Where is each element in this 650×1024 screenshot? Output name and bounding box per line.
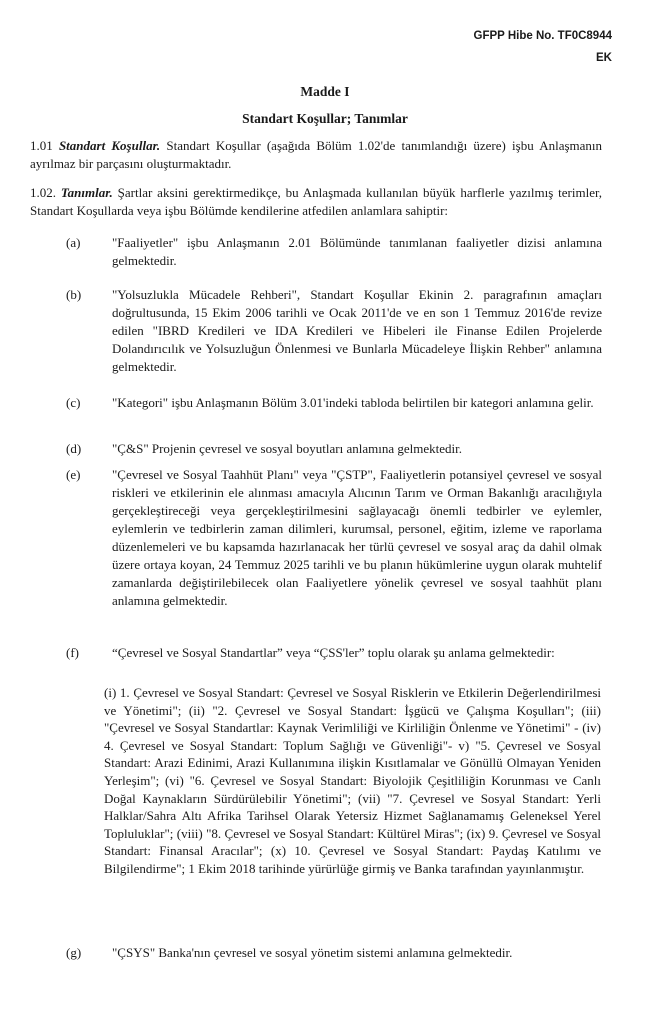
definition-item bbox=[66, 440, 602, 458]
grant-number: GFPP Hibe No. TF0C8944 bbox=[473, 30, 612, 42]
definition-item bbox=[66, 944, 602, 962]
definition-label: (f) bbox=[66, 645, 79, 660]
definition-label: (e) bbox=[66, 467, 81, 482]
definition-label: (g) bbox=[66, 945, 82, 960]
definition-item bbox=[66, 234, 602, 270]
definition-item bbox=[66, 466, 602, 610]
definition-text: "Faaliyetler" işbu Anlaşmanın 2.01 Bölümünde tanımlanan faaliyetler dizisi anlamına gelmektedir. bbox=[112, 235, 602, 268]
definition-item bbox=[66, 394, 602, 412]
definition-text: "Çevresel ve Sosyal Taahhüt Planı" veya "ÇSTP", Faaliyetlerin potansiyel çevresel ve sosyal riskleri ve etkilerinin ele alınması amacıyla Alıcının Tarım ve Orman Bakanlığı aracılığıyla gerçekleştireceği veya gerçekleştirilmesini sağlayacağı önemli tedbirler ve eylemler, eylemlerin ve tedbirlerin zaman dilimleri, kurumsal, personel, eğitim, izleme ve raporlama düzenlemeleri ve bu kapsamda hazırlanacak her türlü çevresel ve sosyal araç da dahil olmak üzere ortaya koyan, 24 Temmuz 2025 tarihli ve bu planın hükümlerine uygun olarak muhtelif zamanlarda değiştirilebilecek olan Faaliyetlere yönelik çevresel ve sosyal taahhüt planı anlamına gelmektedir. bbox=[112, 467, 602, 608]
definition-label: (a) bbox=[66, 235, 81, 250]
definition-label: (c) bbox=[66, 395, 81, 410]
section-lead: Standart Koşullar. bbox=[58, 138, 161, 153]
definition-label: (b) bbox=[66, 287, 82, 302]
definition-label: (d) bbox=[66, 441, 82, 456]
definition-text: "Yolsuzlukla Mücadele Rehberi", Standart Koşullar Ekinin 2. paragrafının amaçları doğrultusunda, 15 Ekim 2006 tarihli ve Ocak 2011'de ve en son 1 Temmuz 2016'de revize edilen "IBRD Kredileri ve IDA Kredileri ve Hibeleri ile Finanse Edilen Projelerde Dolandırıcılık ve Yolsuzluğun Önlenmesi ve Bunlarla Mücadeleye İlişkin Rehber" anlamına gelmektedir. bbox=[112, 287, 602, 374]
definition-item bbox=[66, 644, 602, 662]
article-title: Madde I bbox=[300, 84, 350, 99]
definition-item bbox=[66, 286, 602, 376]
article-subtitle: Standart Koşullar; Tanımlar bbox=[242, 111, 408, 126]
definition-text: "Kategori" işbu Anlaşmanın Bölüm 3.01'indeki tabloda belirtilen bir kategori anlamına gelir. bbox=[112, 395, 594, 410]
section-number: 1.02. bbox=[30, 185, 56, 200]
section-text: Standart Koşullar (aşağıda Bölüm 1.02'de tanımlandığı üzere) işbu Anlaşmanın ayrılmaz bir parçasını oluşturmaktadır. bbox=[30, 138, 603, 171]
definition-text: “Çevresel ve Sosyal Standartlar” veya “ÇSS'ler” toplu olarak şu anlama gelmektedir: bbox=[112, 645, 555, 660]
section-number: 1.01 bbox=[30, 138, 53, 153]
section-lead: Tanımlar. bbox=[60, 185, 113, 200]
section-1-02 bbox=[30, 184, 602, 220]
annex-label: EK bbox=[596, 52, 612, 64]
section-1-01 bbox=[30, 137, 602, 173]
definition-text: "Ç&S" Projenin çevresel ve sosyal boyutları anlamına gelmektedir. bbox=[112, 441, 462, 456]
definition-text: "ÇSYS" Banka'nın çevresel ve sosyal yönetim sistemi anlamına gelmektedir. bbox=[112, 945, 513, 960]
standards-list: (i) 1. Çevresel ve Sosyal Standart: Çevresel ve Sosyal Risklerin ve Etkilerin Değerlendirilmesi ve Yönetimi"; (ii) "2. Çevresel ve Sosyal Standart: İşgücü ve Çalışma Koşulları"; (iii) "Çevresel ve Sosyal Standartlar: Kaynak Verimliliği ve Kirliliğin Önlenme ve Yönetimi" - (iv) 4. Çevresel ve Sosyal Standart: Toplum Sağlığı ve Güvenliği"- v) "5. Çevresel ve Sosyal Standart: Arazi Edinimi, Arazi Kullanımına ilişkin Kısıtlamalar ve Gönüllü Olmayan Yeniden Yerleşim"; (vi) "6. Çevresel ve Sosyal Standart: Biyolojik Çeşitliliğin Korunması ve Canlı Doğal Kaynakların Sürdürülebilir Yönetimi"; (vii) "7. Çevresel ve Sosyal Standart: Yerli Halklar/Sahra Altı Afrika Tarihsel Olarak Yetersiz Hizmet Sağlanamamış Geleneksel Yerel Topluluklar"; (viii) "8. Çevresel ve Sosyal Standart: Kültürel Miras"; (ix) 9. Çevresel ve Sosyal Standart: Finansal Aracılar"; (x) 10. Çevresel ve Sosyal Standart: Paydaş Katılımı ve Bilgilendirme"; 1 Ekim 2018 tarihinde yürürlüğe girmiş ve Banka tarafından yayınlanmıştır. bbox=[104, 685, 601, 876]
section-text: Şartlar aksini gerektirmedikçe, bu Anlaşmada kullanılan büyük harflerle yazılmış terimler, Standart Koşullarda veya işbu Bölümde kendilerine atfedilen anlamlara sahiptir: bbox=[30, 185, 603, 218]
